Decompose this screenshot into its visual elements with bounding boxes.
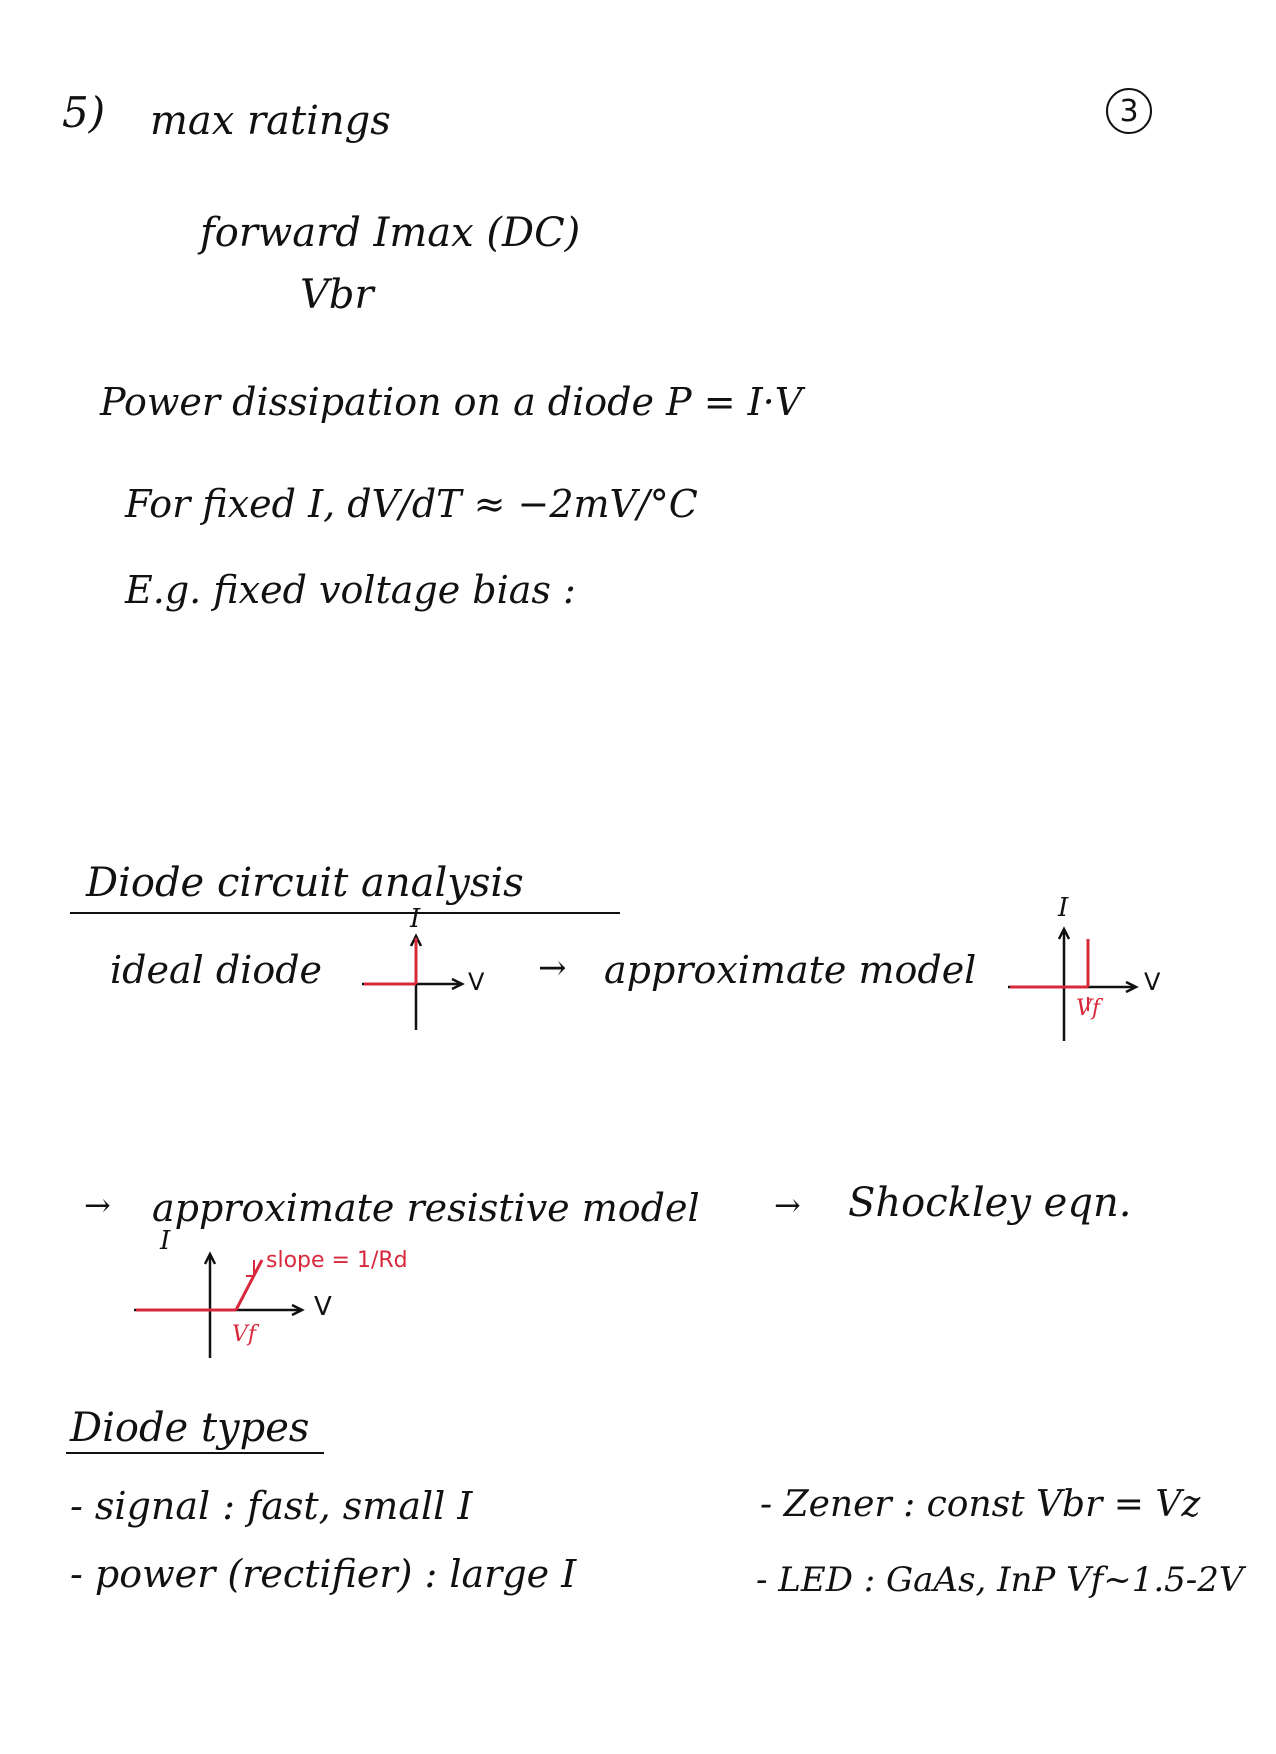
- page-number-text: 3: [1119, 93, 1139, 129]
- section-number: 5): [62, 88, 106, 137]
- section-heading: max ratings: [150, 98, 391, 144]
- ideal-diode-label: ideal diode: [110, 948, 323, 992]
- fixed-i-text: For fixed I, dV/dT ≈ −2mV/°C: [125, 482, 698, 526]
- circuit-analysis-heading: Diode circuit analysis: [86, 860, 524, 906]
- circuit-analysis-underline: [70, 912, 620, 914]
- zener-diode-text: - Zener : const Vbr = Vz: [760, 1484, 1201, 1525]
- diode-types-underline: [66, 1452, 324, 1454]
- resistive-sloped-curve: [236, 1260, 262, 1310]
- resistive-axis-i: I: [160, 1226, 171, 1256]
- power-dissipation-text: Power dissipation on a diode P = I·V: [100, 380, 803, 424]
- approx-model-label: approximate model: [604, 948, 977, 992]
- resistive-vf-label: Vf: [232, 1322, 257, 1347]
- arrow-to-shockley: →: [774, 1186, 801, 1224]
- example-text: E.g. fixed voltage bias :: [125, 568, 576, 612]
- arrow-to-approx: →: [538, 948, 567, 988]
- led-diode-text: - LED : GaAs, InP Vf~1.5-2V: [756, 1560, 1244, 1600]
- arrow-to-resistive: →: [84, 1186, 111, 1224]
- slope-label: slope = 1/Rd: [266, 1248, 408, 1273]
- approx-vf-label: Vf: [1076, 996, 1101, 1021]
- approx-resistive-label: approximate resistive model: [152, 1186, 700, 1230]
- page-number: [1106, 88, 1152, 134]
- approx-axis-i: I: [1058, 893, 1069, 923]
- shockley-label: Shockley eqn.: [848, 1180, 1132, 1226]
- forward-imax-text: forward Imax (DC): [200, 210, 581, 256]
- ideal-axis-v: V: [468, 968, 485, 996]
- ideal-axis-i: I: [410, 904, 421, 934]
- power-diode-text: - power (rectifier) : large I: [70, 1552, 577, 1596]
- diode-types-heading: Diode types: [70, 1405, 310, 1451]
- approx-axis-v: V: [1144, 968, 1161, 996]
- vbr-text: Vbr: [300, 272, 374, 318]
- resistive-axis-v: V: [314, 1292, 332, 1322]
- signal-diode-text: - signal : fast, small I: [70, 1484, 473, 1528]
